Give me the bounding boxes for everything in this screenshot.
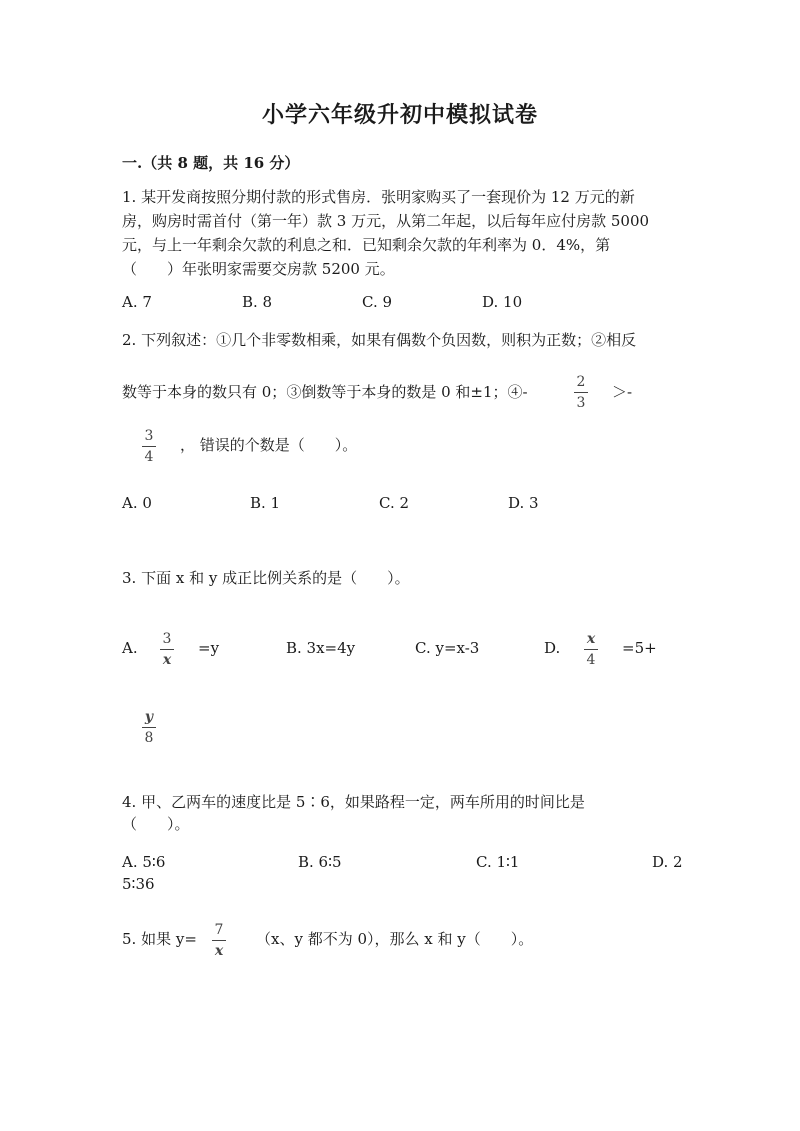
q3-option-d-fraction-2 bbox=[142, 709, 156, 746]
q1-line-2: 房，购房时需首付（第一年）款 3 万元，从第二年起，以后每年应付房款 5000 bbox=[122, 212, 650, 230]
fraction-denominator: 4 bbox=[144, 449, 154, 465]
fraction-numerator: 7 bbox=[214, 922, 224, 938]
q4-line-2: （ ）。 bbox=[122, 815, 190, 833]
fraction-numerator: 3 bbox=[144, 428, 154, 444]
q2-fraction-three-quarters bbox=[142, 428, 156, 465]
q1-line-3: 元，与上一年剩余欠款的利息之和．已知剩余欠款的年利率为 0．4%，第 bbox=[122, 236, 611, 254]
q5-suffix: （x、y 都不为 0），那么 x 和 y（ ）。 bbox=[256, 930, 534, 948]
fraction-bar bbox=[574, 392, 588, 393]
q3-option-a-label: A. bbox=[122, 639, 138, 657]
q4-option-c: C. 1∶1 bbox=[476, 853, 520, 871]
q3-option-a-tail: =y bbox=[198, 639, 220, 657]
q5-prefix: 5. 如果 y= bbox=[122, 930, 197, 948]
q2-fraction-two-thirds bbox=[574, 374, 588, 411]
q3-option-d-fraction bbox=[584, 631, 598, 668]
q4-option-a: A. 5∶6 bbox=[122, 853, 166, 871]
q1-option-c: C. 9 bbox=[362, 293, 393, 311]
q4-option-b: B. 6∶5 bbox=[298, 853, 342, 871]
q3-option-d-label: D. bbox=[544, 639, 561, 657]
section-heading: 一.（共 8 题，共 16 分） bbox=[122, 154, 300, 172]
q3-option-a-fraction bbox=[160, 631, 174, 668]
fraction-denominator: x bbox=[214, 943, 224, 959]
q2-option-a: A. 0 bbox=[122, 494, 152, 512]
q1-option-b: B. 8 bbox=[242, 293, 273, 311]
fraction-denominator: x bbox=[162, 652, 172, 668]
fraction-numerator: x bbox=[586, 631, 596, 647]
fraction-denominator: 4 bbox=[586, 652, 596, 668]
fraction-numerator: 3 bbox=[162, 631, 172, 647]
q4-option-d: D. 2 bbox=[652, 853, 683, 871]
q1-option-a: A. 7 bbox=[122, 293, 152, 311]
fraction-denominator: 8 bbox=[144, 730, 154, 746]
q2-option-b: B. 1 bbox=[250, 494, 281, 512]
fraction-bar bbox=[160, 649, 174, 650]
q3-option-b: B. 3x=4y bbox=[286, 639, 356, 657]
q2-greater-than: ＞- bbox=[612, 383, 633, 401]
q2-option-d: D. 3 bbox=[508, 494, 539, 512]
fraction-numerator: 2 bbox=[576, 374, 586, 390]
q3-option-c: C. y=x-3 bbox=[415, 639, 480, 657]
q2-line-2: 数等于本身的数只有 0；③倒数等于本身的数是 0 和±1；④- bbox=[122, 383, 528, 401]
fraction-bar bbox=[142, 727, 156, 728]
q4-option-d-wrap: 5∶36 bbox=[122, 875, 155, 893]
page-title: 小学六年级升初中模拟试卷 bbox=[261, 102, 538, 128]
fraction-numerator: y bbox=[144, 709, 154, 725]
q2-option-c: C. 2 bbox=[379, 494, 410, 512]
fraction-bar bbox=[212, 940, 226, 941]
fraction-denominator: 3 bbox=[576, 395, 586, 411]
q2-line-1: 2. 下列叙述：①几个非零数相乘，如果有偶数个负因数，则积为正数；②相反 bbox=[122, 331, 637, 349]
q1-line-4: （ ）年张明家需要交房款 5200 元。 bbox=[122, 260, 395, 278]
q4-line-1: 4. 甲、乙两车的速度比是 5∶6，如果路程一定，两车所用的时间比是 bbox=[122, 793, 585, 811]
q5-fraction bbox=[212, 922, 226, 959]
q3-line-1: 3. 下面 x 和 y 成正比例关系的是（ ）。 bbox=[122, 569, 410, 587]
q2-line-3: ， 错误的个数是（ ）。 bbox=[180, 436, 358, 454]
q3-option-d-tail: =5+ bbox=[622, 639, 657, 657]
fraction-bar bbox=[584, 649, 598, 650]
q1-line-1: 1. 某开发商按照分期付款的形式售房．张明家购买了一套现价为 12 万元的新 bbox=[122, 188, 635, 206]
fraction-bar bbox=[142, 446, 156, 447]
q1-option-d: D. 10 bbox=[482, 293, 523, 311]
